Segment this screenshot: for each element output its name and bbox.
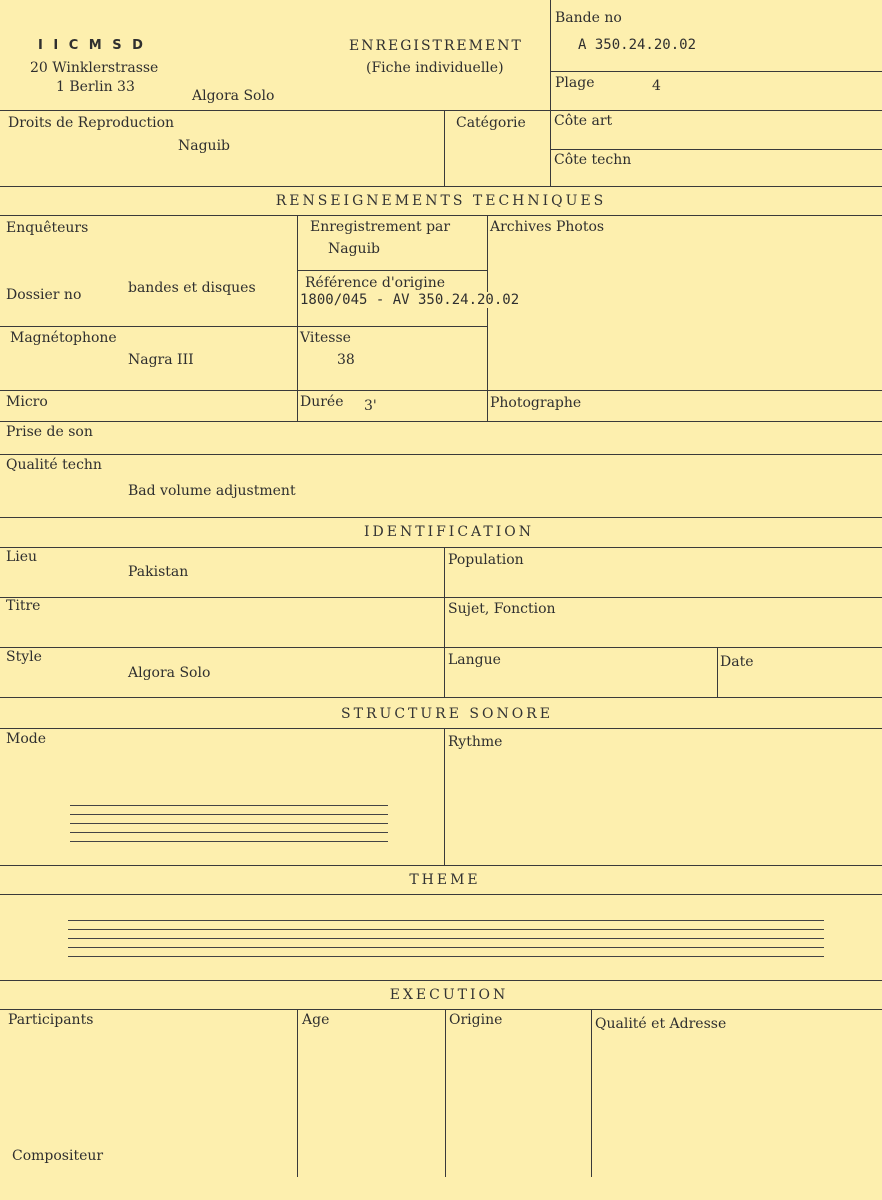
rule bbox=[0, 326, 487, 327]
rule bbox=[444, 110, 445, 186]
cote-techn-label: Côte techn bbox=[554, 152, 632, 168]
rule bbox=[297, 1009, 298, 1177]
dossier-label: Dossier no bbox=[6, 287, 82, 303]
rule bbox=[68, 920, 824, 921]
rule bbox=[445, 1009, 446, 1177]
population-label: Population bbox=[448, 552, 524, 568]
rule bbox=[0, 421, 882, 422]
micro-label: Micro bbox=[6, 394, 48, 410]
participants-label: Participants bbox=[8, 1012, 94, 1028]
compositeur-label: Compositeur bbox=[12, 1148, 104, 1164]
style-value: Algora Solo bbox=[128, 665, 211, 681]
recording-name: Algora Solo bbox=[192, 88, 275, 104]
rule bbox=[0, 980, 882, 981]
rule bbox=[68, 938, 824, 939]
institute-city: 1 Berlin 33 bbox=[56, 79, 135, 95]
rule bbox=[0, 728, 882, 729]
plage-label: Plage bbox=[555, 75, 595, 91]
prise-de-son-label: Prise de son bbox=[6, 424, 93, 440]
lieu-label: Lieu bbox=[6, 549, 38, 565]
enregistrement-par-label: Enregistrement par bbox=[310, 219, 451, 235]
titre-label: Titre bbox=[6, 598, 41, 614]
rule bbox=[0, 390, 882, 391]
plage-value: 4 bbox=[652, 78, 661, 94]
langue-label: Langue bbox=[448, 652, 501, 668]
structure-section-header: STRUCTURE SONORE bbox=[341, 706, 553, 722]
photographe-label: Photographe bbox=[490, 395, 582, 411]
age-label: Age bbox=[302, 1012, 330, 1028]
rule bbox=[68, 956, 824, 957]
sujet-fonction-label: Sujet, Fonction bbox=[448, 601, 556, 617]
duree-value: 3' bbox=[364, 398, 377, 414]
rule bbox=[70, 805, 388, 806]
bande-no-value: A 350.24.20.02 bbox=[578, 37, 697, 53]
magnetophone-value: Nagra III bbox=[128, 352, 194, 368]
institute-street: 20 Winklerstrasse bbox=[30, 60, 159, 76]
rule bbox=[550, 149, 882, 150]
form-title: ENREGISTREMENT bbox=[349, 38, 523, 54]
vitesse-value: 38 bbox=[337, 352, 355, 368]
theme-section-header: THEME bbox=[409, 872, 481, 888]
droits-value: Naguib bbox=[178, 138, 231, 154]
enregistrement-par-value: Naguib bbox=[328, 241, 381, 257]
rule bbox=[70, 832, 388, 833]
duree-label: Durée bbox=[300, 394, 344, 410]
rule bbox=[0, 647, 882, 648]
identification-section-header: IDENTIFICATION bbox=[364, 524, 534, 540]
rule bbox=[444, 728, 445, 865]
enqueteurs-label: Enquêteurs bbox=[6, 220, 89, 236]
qualite-techn-label: Qualité techn bbox=[6, 457, 102, 473]
rule bbox=[70, 823, 388, 824]
rule bbox=[68, 947, 824, 948]
qualite-adresse-label: Qualité et Adresse bbox=[595, 1016, 727, 1032]
mode-label: Mode bbox=[6, 731, 47, 747]
dossier-value: bandes et disques bbox=[128, 280, 256, 296]
archives-photos-label: Archives Photos bbox=[490, 219, 605, 235]
bande-no-label: Bande no bbox=[555, 10, 622, 26]
header-divider bbox=[550, 0, 551, 186]
rule bbox=[0, 597, 882, 598]
origine-label: Origine bbox=[449, 1012, 503, 1028]
rule bbox=[0, 894, 882, 895]
reference-label: Référence d'origine bbox=[305, 275, 446, 291]
rule bbox=[70, 814, 388, 815]
rule bbox=[444, 547, 445, 697]
categorie-label: Catégorie bbox=[456, 115, 526, 131]
rule bbox=[0, 547, 882, 548]
execution-section-header: EXECUTION bbox=[389, 987, 509, 1003]
magnetophone-label: Magnétophone bbox=[10, 330, 117, 346]
rule bbox=[297, 270, 487, 271]
droits-label: Droits de Reproduction bbox=[8, 115, 175, 131]
institute-acronym: I I C M S D bbox=[38, 38, 146, 53]
rule bbox=[0, 454, 882, 455]
qualite-techn-value: Bad volume adjustment bbox=[128, 483, 296, 499]
rule bbox=[0, 215, 882, 216]
rule bbox=[717, 647, 718, 697]
rule bbox=[0, 697, 882, 698]
rule bbox=[591, 1009, 592, 1177]
rule bbox=[68, 929, 824, 930]
date-label: Date bbox=[720, 654, 754, 670]
rythme-label: Rythme bbox=[448, 734, 503, 750]
rule bbox=[0, 865, 882, 866]
rule bbox=[0, 186, 882, 187]
rule bbox=[0, 110, 882, 111]
vitesse-label: Vitesse bbox=[300, 330, 351, 346]
lieu-value: Pakistan bbox=[128, 564, 189, 580]
reference-value: 1800/045 - AV 350.24.20.02 bbox=[300, 292, 520, 308]
rule bbox=[0, 517, 882, 518]
cote-art-label: Côte art bbox=[554, 113, 613, 129]
rule bbox=[70, 841, 388, 842]
technique-section-header: RENSEIGNEMENTS TECHNIQUES bbox=[275, 193, 607, 209]
style-label: Style bbox=[6, 649, 42, 665]
rule bbox=[0, 1009, 882, 1010]
rule bbox=[550, 71, 882, 72]
form-subtitle: (Fiche individuelle) bbox=[366, 60, 504, 76]
